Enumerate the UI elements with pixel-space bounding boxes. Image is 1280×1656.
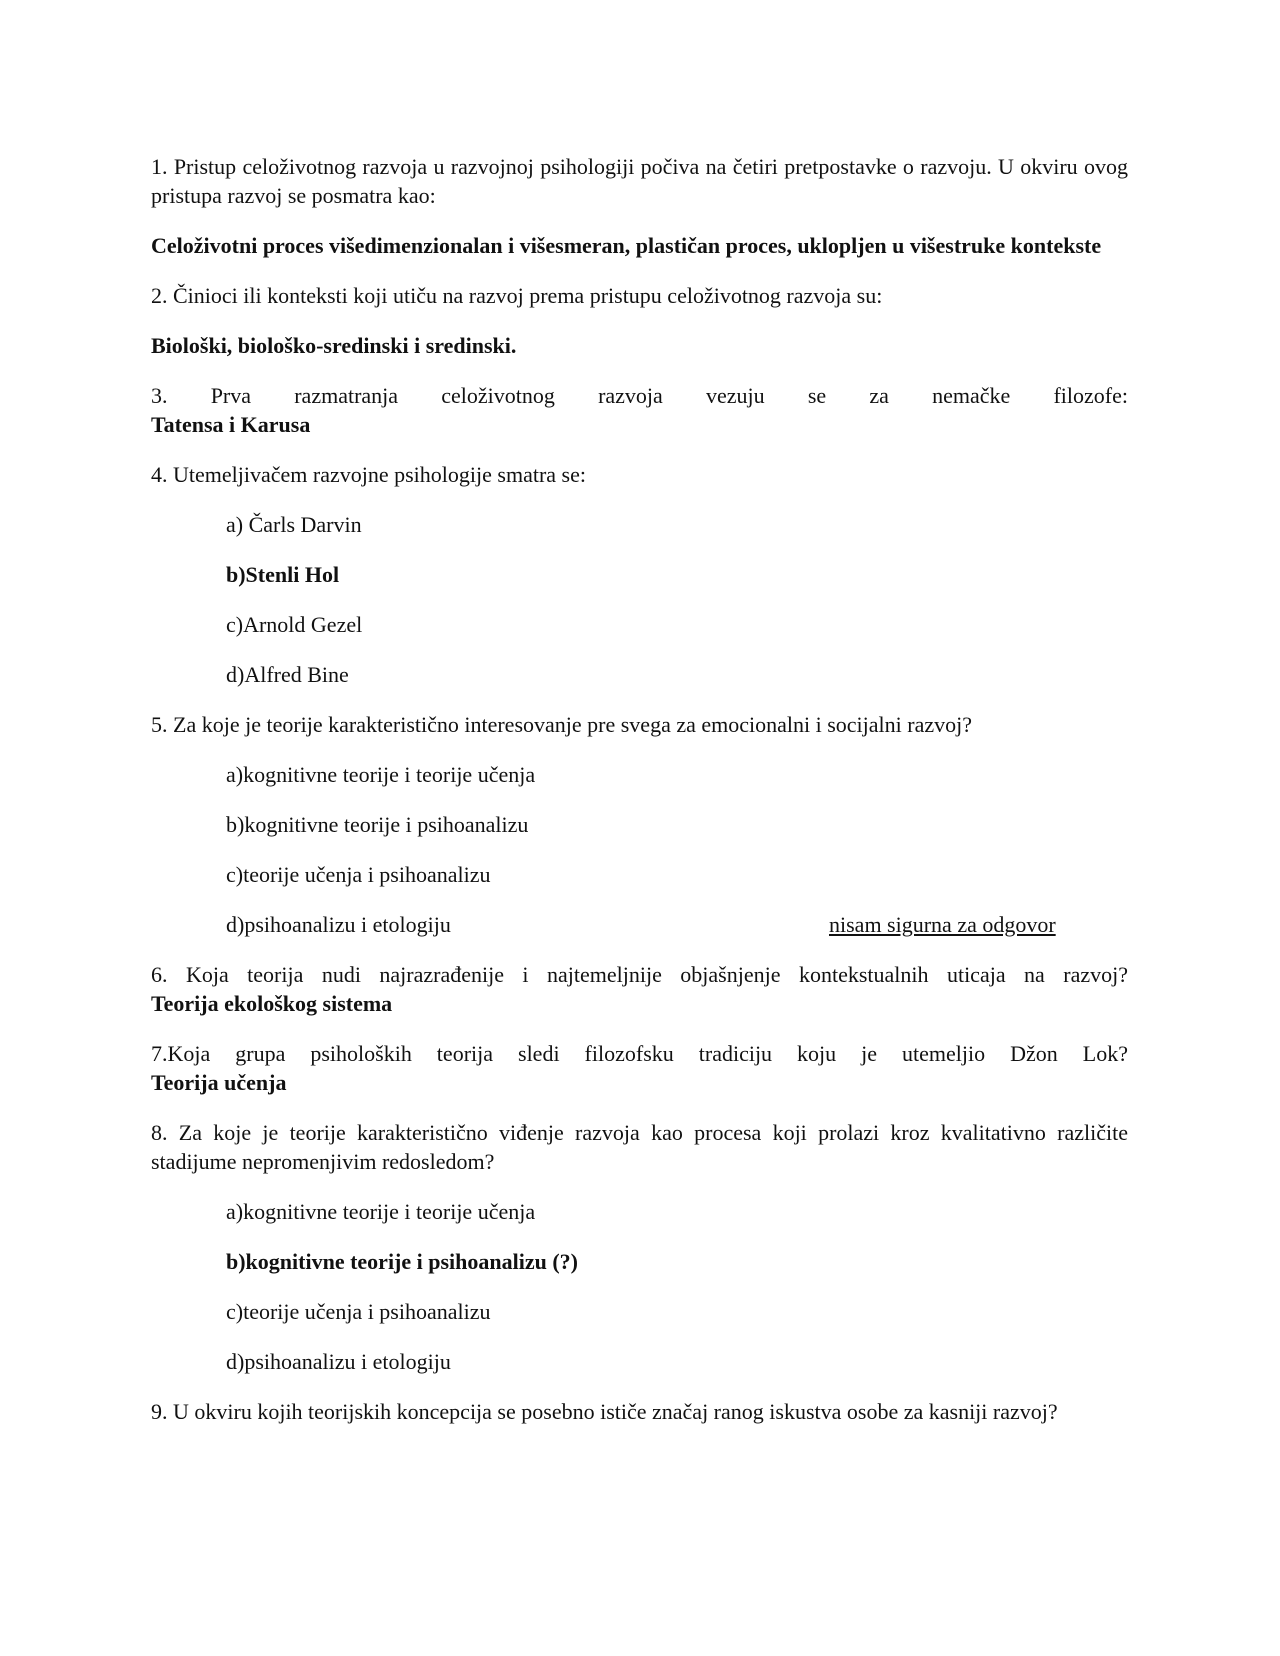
uncertainty-note: nisam sigurna za odgovor [829, 912, 1056, 937]
question-8: 8. Za koje je teorije karakteristično viđenje razvoja kao procesa koji prolazi kroz kvalitativno različite stadijume nepromenjivim redosledom? [151, 1120, 1128, 1174]
answer-2: Biološki, biološko-sredinski i sredinski. [151, 333, 517, 358]
q4-option-a: a) Čarls Darvin [226, 512, 362, 537]
q8-option-a: a)kognitivne teorije i teorije učenja [226, 1199, 536, 1224]
q5-option-b: b)kognitivne teorije i psihoanalizu [226, 812, 529, 837]
question-9: 9. U okviru kojih teorijskih koncepcija se posebno ističe značaj ranog iskustva osobe za kasniji razvoj? [151, 1399, 1058, 1424]
question-3 [151, 381, 1128, 439]
question-6-text: 6. Koja teorija nudi najrazrađenije i najtemeljnije objašnjenje kontekstualnih uticaja na razvoj? [151, 962, 1128, 987]
q5-option-d: d)psihoanalizu i etologiju [226, 912, 451, 937]
question-4: 4. Utemeljivačem razvojne psihologije smatra se: [151, 462, 586, 487]
q5-option-c: c)teorije učenja i psihoanalizu [226, 862, 491, 887]
q4-option-c: c)Arnold Gezel [226, 612, 363, 637]
answer-1: Celoživotni proces višedimenzionalan i višesmeran, plastičan proces, uklopljen u višestruke kontekste [151, 233, 1102, 258]
question-7-text: 7.Koja grupa psiholoških teorija sledi filozofsku tradiciju koju je utemeljio Džon Lok? [151, 1041, 1128, 1066]
q4-option-b: b)Stenli Hol [226, 562, 340, 587]
q8-option-d: d)psihoanalizu i etologiju [226, 1349, 451, 1374]
q4-option-d: d)Alfred Bine [226, 662, 349, 687]
question-3-text: 3. Prva razmatranja celoživotnog razvoja vezuju se za nemačke filozofe: [151, 383, 1128, 408]
q5-option-a: a)kognitivne teorije i teorije učenja [226, 762, 536, 787]
q8-option-c: c)teorije učenja i psihoanalizu [226, 1299, 491, 1324]
question-7 [151, 1039, 1128, 1097]
q8-option-b: b)kognitivne teorije i psihoanalizu (?) [226, 1249, 579, 1274]
question-1: 1. Pristup celoživotnog razvoja u razvojnoj psihologiji počiva na četiri pretpostavke o razvoju. U okviru ovog pristupa razvoj se posmatra kao: [151, 154, 1128, 208]
document-page [151, 152, 1128, 1426]
question-2: 2. Činioci ili konteksti koji utiču na razvoj prema pristupu celoživotnog razvoja su: [151, 283, 883, 308]
question-6 [151, 960, 1128, 1018]
answer-3: Tatensa i Karusa [151, 412, 311, 437]
answer-6: Teorija ekološkog sistema [151, 991, 393, 1016]
q5-option-d-row [226, 910, 1128, 939]
answer-7: Teorija učenja [151, 1070, 287, 1095]
question-5: 5. Za koje je teorije karakteristično interesovanje pre svega za emocionalni i socijalni razvoj? [151, 712, 972, 737]
